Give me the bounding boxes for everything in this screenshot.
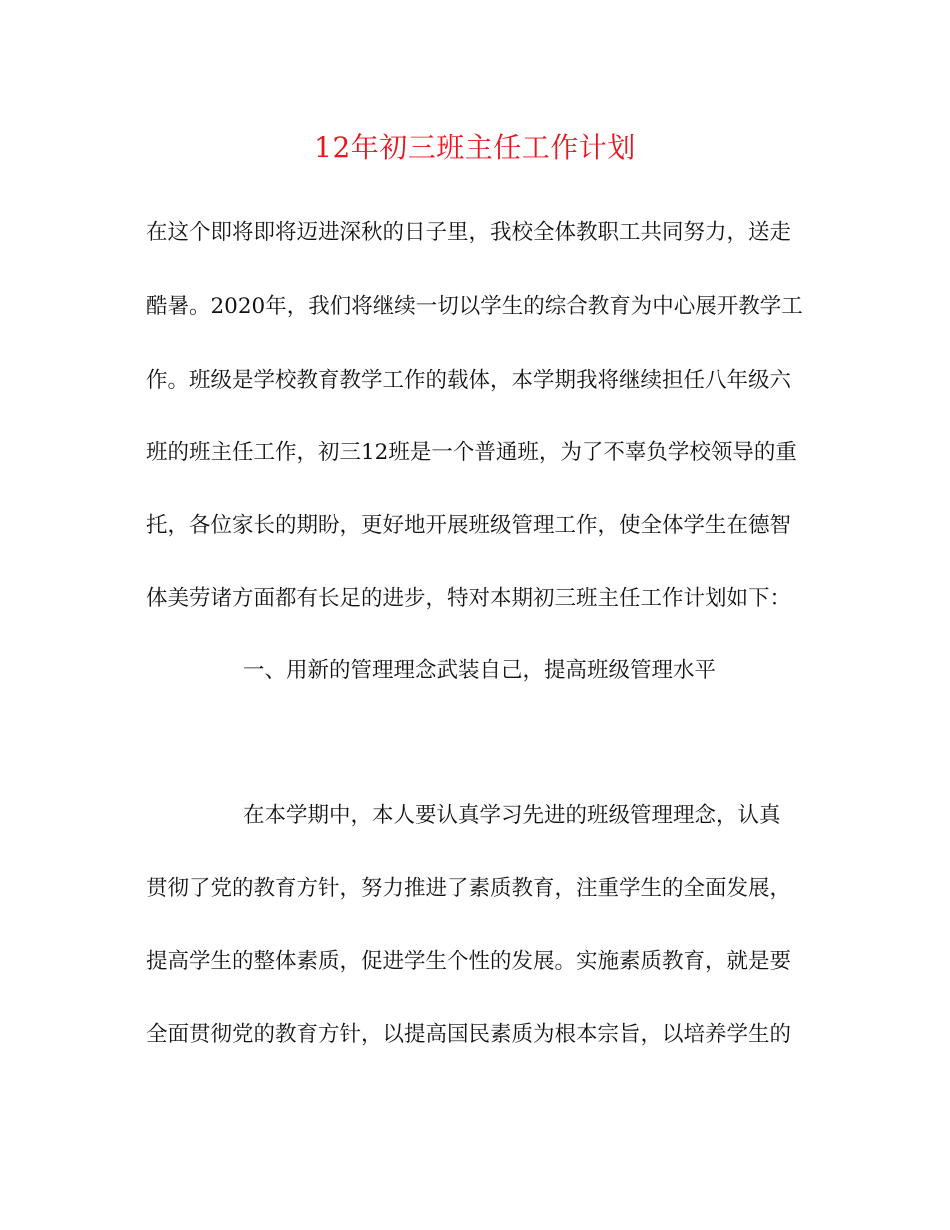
paragraph-line: 托，各位家长的期盼，更好地开展班级管理工作，使全体学生在德智 [146, 513, 792, 538]
paragraph-line: 班的班主任工作，初三12班是一个普通班，为了不辜负学校领导的重 [146, 440, 797, 465]
paragraph-line: 提高学生的整体素质，促进学生个性的发展。实施素质教育，就是要 [146, 949, 792, 974]
paragraph-line: 贯彻了党的教育方针，努力推进了素质教育，注重学生的全面发展， [146, 876, 792, 901]
paragraph-line: 在这个即将即将迈进深秋的日子里，我校全体教职工共同努力，送走 [146, 220, 792, 245]
section-heading: 一、用新的管理理念武装自己，提高班级管理水平 [243, 658, 717, 683]
document-title: 12年初三班主任工作计划 [314, 131, 636, 164]
paragraph-line: 在本学期中，本人要认真学习先进的班级管理理念，认真 [243, 803, 781, 828]
paragraph-line: 全面贯彻党的教育方针，以提高国民素质为根本宗旨，以培养学生的 [146, 1022, 792, 1047]
paragraph-line: 酷暑。2020年，我们将继续一切以学生的综合教育为中心展开教学工 [146, 294, 803, 319]
paragraph-line: 作。班级是学校教育教学工作的载体，本学期我将继续担任八年级六 [146, 368, 792, 393]
paragraph-line: 体美劳诸方面都有长足的进步，特对本期初三班主任工作计划如下： [146, 586, 792, 611]
